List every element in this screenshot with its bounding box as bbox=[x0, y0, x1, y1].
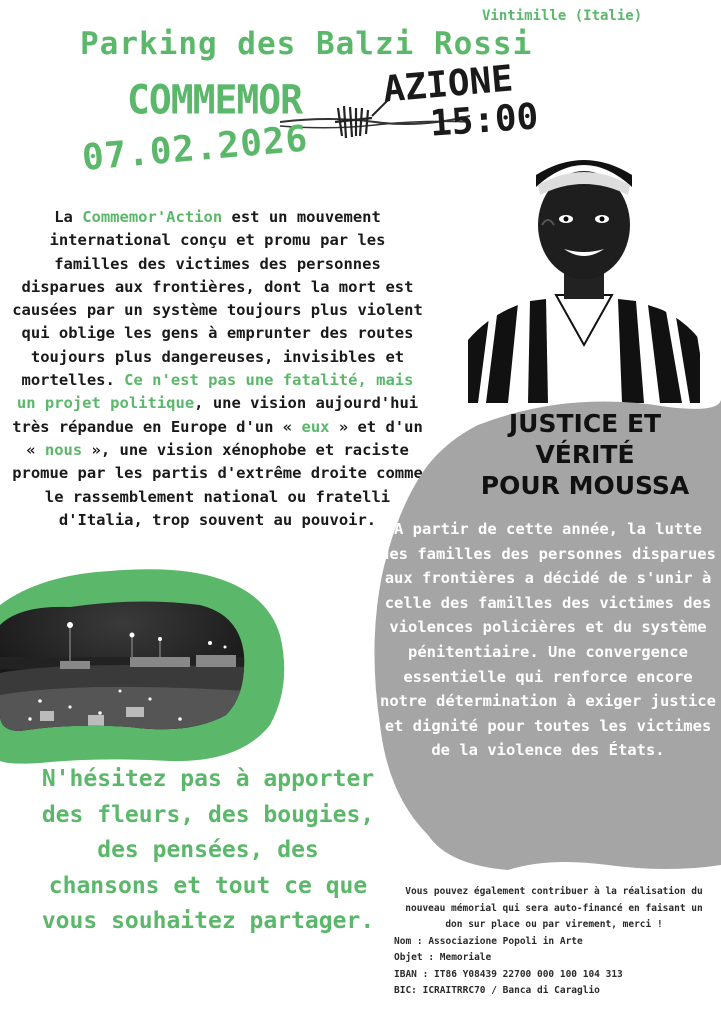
portrait-image bbox=[468, 145, 700, 403]
memorial-photo bbox=[0, 595, 246, 735]
donation-note: Vous pouvez également contribuer à la réalisation du nouveau mémorial qui sera auto-financé en faisant un don sur place ou par virement, merci ! bbox=[405, 886, 703, 930]
logo-commemor: COMMEMOR bbox=[127, 76, 303, 124]
donation-object: Objet : Memoriale bbox=[394, 952, 492, 963]
donation-info bbox=[394, 884, 714, 1000]
justice-line: POUR MOUSSA bbox=[480, 471, 690, 500]
event-time: 15:00 bbox=[428, 96, 540, 145]
donation-iban: IBAN : IT86 Y08439 22700 000 100 104 313 bbox=[394, 968, 623, 980]
intro-text: » et d'un « bbox=[26, 417, 423, 459]
donation-bic: BIC: ICRAITRRC70 / Banca di Caraglio bbox=[394, 985, 600, 996]
intro-nous: nous bbox=[44, 440, 83, 459]
intro-highlight: Commemor'Action bbox=[82, 208, 223, 226]
event-date: 07.02.2026 bbox=[80, 118, 310, 179]
justice-line: VÉRITÉ bbox=[535, 440, 635, 469]
intro-green-statement: Ce n'est pas une fatalité, mais un projet politique bbox=[16, 371, 414, 413]
intro-text: est un mouvement international conçu et promu par les familles des victimes des personnes disparues aux frontières, dont la mort est causées par un système toujours plus violent qui oblige les gens à emprunter des routes toujours plus dangereuses, invisibles et mortelles. bbox=[12, 208, 423, 390]
location-label: Vintimille (Italie) bbox=[482, 8, 643, 24]
intro-eux: eux bbox=[301, 417, 330, 436]
logo-azione: AZIONE bbox=[381, 58, 515, 111]
justice-line: JUSTICE ET bbox=[508, 409, 662, 438]
convergence-paragraph: A partir de cette année, la lutte des familles des personnes disparues aux frontières a décidé de s'unir à celle des familles des victimes des violences policières et du système pénitentiaire. Une convergence essentielle qui renforce encore notre détermination à exiger justice et dignité pour toutes les victimes de la violence des États. bbox=[380, 520, 716, 760]
justice-heading bbox=[470, 408, 700, 501]
event-title: Parking des Balzi Rossi bbox=[80, 26, 533, 62]
intro-text: », une vision xénophobe et raciste promue par les partis d'extrême droite comme le rassemblement national ou fratelli d'Italia, trop souvent au pouvoir. bbox=[12, 440, 423, 529]
intro-text: , une vision aujourd'hui très répandue en Europe d'un « bbox=[12, 394, 419, 436]
invitation-text: N'hésitez pas à apporter des fleurs, des bougies, des pensées, des chansons et tout ce que vous souhaitez partager. bbox=[41, 766, 375, 934]
donation-name: Nom : Associazione Popoli in Arte bbox=[394, 935, 583, 947]
intro-paragraph bbox=[10, 206, 425, 532]
intro-text: La bbox=[54, 208, 83, 226]
